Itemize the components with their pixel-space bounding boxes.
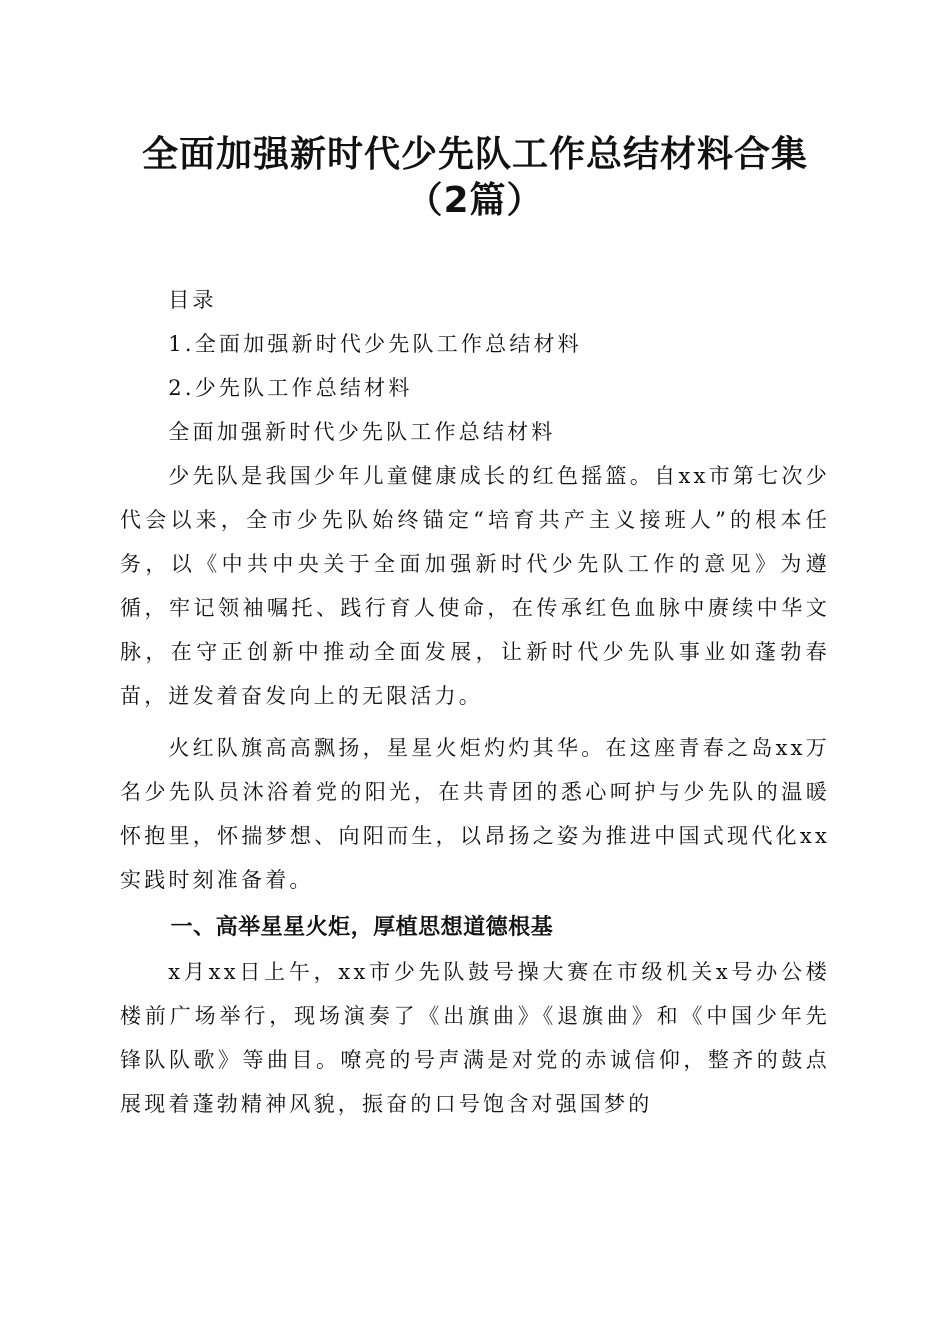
toc-item-2: 2.少先队工作总结材料 bbox=[168, 376, 413, 400]
paragraph-1: 少先队是我国少年儿童健康成长的红色摇篮。自xx市第七次少代会以来，全市少先队始终锚定“培育共产主义接班人”的根本任务，以《中共中央关于全面加强新时代少先队工作的意见》为遵循，牢记领袖嘱托、践行育人使命，在传承红色血脉中赓续中华文脉，在守正创新中推动全面发展，让新时代少先队事业如蓬勃春苗，迸发着奋发向上的无限活力。 bbox=[120, 464, 830, 708]
section-heading: 一、高举星星火炬，厚植思想道德根基 bbox=[170, 915, 554, 940]
article-title: 全面加强新时代少先队工作总结材料 bbox=[168, 420, 556, 444]
toc-heading: 目录 bbox=[168, 288, 217, 312]
document-body bbox=[120, 278, 830, 1126]
paragraph-2: 火红队旗高高飘扬，星星火炬灼灼其华。在这座青春之岛xx万名少先队员沐浴着党的阳光，在共青团的悉心呵护与少先队的温暖怀抱里，怀揣梦想、向阳而生，以昂扬之姿为推进中国式现代化xx实践时刻准备着。 bbox=[120, 736, 830, 892]
section-paragraph: x月xx日上午，xx市少先队鼓号操大赛在市级机关x号办公楼楼前广场举行，现场演奏了《出旗曲》《退旗曲》和《中国少年先锋队队歌》等曲目。嘹亮的号声满是对党的赤诚信仰，整齐的鼓点展现着蓬勃精神风貌，振奋的口号饱含对强国梦的 bbox=[120, 960, 830, 1116]
toc-item-1: 1.全面加强新时代少先队工作总结材料 bbox=[168, 332, 582, 356]
document-title: 全面加强新时代少先队工作总结材料合集（2篇） bbox=[141, 134, 808, 221]
